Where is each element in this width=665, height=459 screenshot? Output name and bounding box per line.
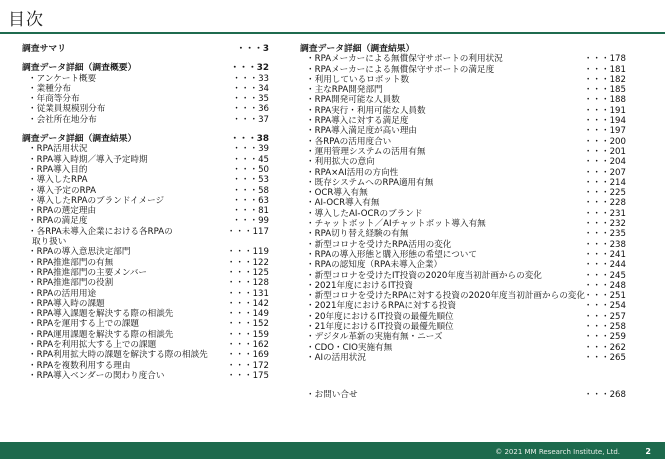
- toc-entry-label: ・アンケート概要: [28, 73, 97, 84]
- toc-spacer: [300, 381, 626, 390]
- toc-entry-label: ・デジタル革新の実施有無・ニーズ: [306, 332, 443, 343]
- toc-entry[interactable]: [22, 196, 269, 206]
- toc-entry[interactable]: [22, 268, 269, 278]
- toc-entry-page: ・・・58: [232, 185, 269, 196]
- toc-entry-page: ・・・99: [232, 216, 269, 227]
- toc-entry[interactable]: [22, 371, 269, 381]
- toc-entry-page: ・・・204: [583, 157, 626, 168]
- toc-entry[interactable]: [300, 332, 626, 342]
- toc-spacer: [300, 372, 626, 381]
- toc-spacer: [22, 54, 269, 63]
- toc-entry[interactable]: [22, 350, 269, 360]
- toc-entry-label: 調査データ詳細（調査結果）: [22, 134, 137, 145]
- toc-entry[interactable]: [300, 260, 626, 270]
- toc-entry[interactable]: [22, 175, 269, 185]
- toc-entry[interactable]: [300, 168, 626, 178]
- toc-entry-page: ・・・38: [230, 134, 269, 145]
- toc-entry[interactable]: [22, 84, 269, 94]
- toc-entry-page: ・・・182: [583, 74, 626, 85]
- page-title: 目次: [8, 10, 44, 30]
- toc-entry-page: ・・・128: [226, 278, 269, 289]
- toc-entry-page: ・・・3: [236, 44, 269, 54]
- toc-entry-page: ・・・159: [226, 329, 269, 340]
- toc-entry[interactable]: [22, 216, 269, 226]
- toc-entry-page: ・・・34: [232, 83, 269, 94]
- toc-entry-label: ・RPA切り替え経験の有無: [306, 229, 409, 240]
- title-divider: [0, 32, 665, 34]
- toc-entry-page: ・・・35: [232, 94, 269, 105]
- toc-entry[interactable]: [300, 353, 626, 363]
- toc-entry-page: ・・・262: [583, 342, 626, 353]
- toc-entry-label: ・RPA導入に対する満足度: [306, 116, 409, 127]
- toc-entry-label: ・RPA導入満足度が高い理由: [306, 126, 418, 137]
- toc-entry-page: ・・・238: [583, 239, 626, 250]
- toc-entry[interactable]: [300, 322, 626, 332]
- toc-entry-page: ・・・241: [583, 249, 626, 260]
- toc-entry-label: 調査データ詳細（調査結果）: [300, 44, 415, 54]
- toc-entry-label: ・RPAの認知度（RPA未導入企業）: [306, 260, 443, 271]
- toc-entry-page: ・・・268: [583, 390, 626, 401]
- toc-entry-label: ・CDO・CIO実施有無: [306, 342, 393, 353]
- toc-entry-label: ・AI-OCR導入有無: [306, 198, 380, 209]
- toc-entry-label: 調査データ詳細（調査概要）: [22, 63, 137, 74]
- toc-entry[interactable]: [300, 250, 626, 260]
- toc-right-column: [300, 44, 626, 401]
- toc-entry[interactable]: [300, 126, 626, 136]
- toc-entry-page: ・・・228: [583, 198, 626, 209]
- toc-entry-page: ・・・32: [230, 63, 269, 74]
- toc-section-heading[interactable]: [22, 44, 269, 54]
- toc-entry[interactable]: [300, 75, 626, 85]
- toc-entry-label: ・RPAメーカーによる無償保守サポートの利用状況: [306, 54, 503, 65]
- toc-entry-page: ・・・254: [583, 301, 626, 312]
- toc-entry[interactable]: [22, 115, 269, 125]
- toc-entry[interactable]: [300, 147, 626, 157]
- toc-entry-page: ・・・33: [232, 73, 269, 84]
- toc-entry[interactable]: [300, 85, 626, 95]
- toc-entry-label: ・RPAの導入形態と購入形態の希望について: [306, 249, 477, 260]
- toc-entry-label: ・導入したRPAのブランドイメージ: [28, 195, 165, 206]
- toc-entry-label: ・AIの活用状況: [306, 352, 366, 363]
- toc-entry-label: ・RPAの導入意思決定部門: [28, 247, 131, 258]
- toc-entry[interactable]: [22, 237, 269, 247]
- toc-entry-page: ・・・207: [583, 167, 626, 178]
- toc-section-heading[interactable]: [300, 44, 626, 54]
- toc-entry-label: ・年商等分布: [28, 94, 80, 105]
- toc-entry[interactable]: [300, 281, 626, 291]
- toc-entry[interactable]: [22, 319, 269, 329]
- toc-entry[interactable]: [300, 198, 626, 208]
- toc-entry-label: ・各RPAの活用度合い: [306, 136, 392, 147]
- toc-entry-label: ・会社所在地分布: [28, 114, 97, 125]
- toc-entry-page: ・・・149: [226, 309, 269, 320]
- toc-entry-page: ・・・197: [583, 126, 626, 137]
- toc-entry-label: ・RPAを複数利用する理由: [28, 360, 131, 371]
- toc-entry-page: ・・・214: [583, 177, 626, 188]
- toc-entry[interactable]: [22, 330, 269, 340]
- toc-entry-page: ・・・257: [583, 311, 626, 322]
- toc-entry[interactable]: [22, 289, 269, 299]
- toc-entry-page: ・・・251: [583, 291, 626, 302]
- toc-entry[interactable]: [300, 209, 626, 219]
- toc-entry[interactable]: [300, 137, 626, 147]
- page-number: 2: [645, 447, 651, 456]
- copyright-text: © 2021 MM Research Institute, Ltd.: [495, 448, 620, 456]
- toc-entry[interactable]: [22, 94, 269, 104]
- toc-entry-page: ・・・53: [232, 175, 269, 186]
- toc-entry-label: ・RPA導入目的: [28, 164, 88, 175]
- toc-entry-page: ・・・169: [226, 350, 269, 361]
- toc-entry[interactable]: [22, 278, 269, 288]
- toc-entry-label: ・新型コロナを受けたRPAに対する投資の2020年度当初計画からの変化: [306, 291, 585, 302]
- toc-entry-label: ・お問い合せ: [306, 390, 358, 401]
- toc-entry-label: ・新型コロナを受けたIT投資の2020年度当初計画からの変化: [306, 270, 542, 281]
- toc-section-heading[interactable]: [22, 63, 269, 73]
- toc-entry-page: ・・・36: [232, 104, 269, 115]
- toc-entry-page: ・・・39: [232, 144, 269, 155]
- toc-entry-page: ・・・50: [232, 164, 269, 175]
- toc-entry[interactable]: [22, 144, 269, 154]
- toc-entry-page: ・・・178: [583, 54, 626, 65]
- toc-entry-label: ・2021年度におけるRPAに対する投資: [306, 301, 457, 312]
- toc-entry[interactable]: [300, 157, 626, 167]
- toc-entry-page: ・・・162: [226, 340, 269, 351]
- toc-entry-label: ・RPA導入課題を解決する際の相談先: [28, 309, 174, 320]
- toc-entry[interactable]: [22, 247, 269, 257]
- toc-entry[interactable]: [300, 54, 626, 64]
- toc-entry[interactable]: [22, 155, 269, 165]
- toc-entry[interactable]: [300, 291, 626, 301]
- toc-entry-label: ・21年度におけるIT投資の最優先順位: [306, 322, 454, 333]
- toc-entry[interactable]: [300, 312, 626, 322]
- toc-entry[interactable]: [300, 343, 626, 353]
- toc-entry-label: ・利用拡大の意向: [306, 157, 375, 168]
- toc-entry[interactable]: [22, 186, 269, 196]
- toc-entry-label: ・RPA導入ベンダーの関わり度合い: [28, 370, 165, 381]
- toc-entry-page: ・・・235: [583, 229, 626, 240]
- toc-entry-page: ・・・245: [583, 270, 626, 281]
- toc-entry-page: ・・・81: [232, 206, 269, 217]
- toc-entry-page: ・・・63: [232, 195, 269, 206]
- toc-entry-page: ・・・188: [583, 95, 626, 106]
- toc-entry[interactable]: [22, 165, 269, 175]
- toc-entry-page: ・・・152: [226, 319, 269, 330]
- toc-entry[interactable]: [300, 301, 626, 311]
- toc-entry-label: ・RPA推進部門の有無: [28, 257, 114, 268]
- toc-entry[interactable]: [300, 390, 626, 400]
- toc-entry[interactable]: [22, 361, 269, 371]
- toc-entry[interactable]: [22, 299, 269, 309]
- toc-entry-page: ・・・131: [226, 288, 269, 299]
- toc-entry-page: ・・・248: [583, 280, 626, 291]
- toc-entry-label: ・OCR導入有無: [306, 188, 368, 199]
- toc-entry-page: ・・・244: [583, 260, 626, 271]
- toc-entry-label: ・RPA導入時の課題: [28, 298, 105, 309]
- toc-entry-label: ・RPA推進部門の役割: [28, 278, 114, 289]
- toc-entry-page: ・・・172: [226, 360, 269, 371]
- toc-entry-label: ・RPA活用状況: [28, 144, 88, 155]
- toc-entry[interactable]: [300, 95, 626, 105]
- toc-entry-label: ・従業員規模別分布: [28, 104, 106, 115]
- toc-entry-label: ・2021年度におけるIT投資: [306, 280, 413, 291]
- toc-entry[interactable]: [22, 258, 269, 268]
- toc-entry-label: ・RPA開発可能な人員数: [306, 95, 400, 106]
- toc-entry-label: ・主なRPA開発部門: [306, 85, 383, 96]
- toc-entry-label: ・RPA実行・利用可能な人員数: [306, 105, 426, 116]
- toc-left-column: [22, 44, 269, 381]
- toc-entry-page: ・・・122: [226, 257, 269, 268]
- toc-entry-label: 調査サマリ: [22, 44, 66, 54]
- toc-entry-label: ・新型コロナを受けたRPA活用の変化: [306, 239, 452, 250]
- toc-entry-label: ・RPA×AI活用の方向性: [306, 167, 399, 178]
- toc-entry[interactable]: [300, 219, 626, 229]
- toc-entry-label: ・運用管理システムの活用有無: [306, 146, 426, 157]
- toc-entry-label: ・RPAの活用用途: [28, 288, 97, 299]
- toc-entry-label: ・RPAの選定理由: [28, 206, 97, 217]
- toc-entry-label: ・導入したRPA: [28, 175, 88, 186]
- toc-entry-page: ・・・194: [583, 116, 626, 127]
- toc-entry[interactable]: [300, 116, 626, 126]
- toc-entry-label: ・導入したAI-OCRのブランド: [306, 208, 423, 219]
- toc-entry-page: ・・・142: [226, 298, 269, 309]
- toc-entry-page: ・・・175: [226, 370, 269, 381]
- toc-entry[interactable]: [22, 309, 269, 319]
- toc-entry-label: ・導入予定のRPA: [28, 185, 97, 196]
- toc-entry[interactable]: [22, 227, 269, 237]
- toc-entry-page: ・・・259: [583, 332, 626, 343]
- toc-entry-page: ・・・37: [232, 114, 269, 125]
- toc-entry-page: ・・・119: [226, 247, 269, 258]
- toc-entry-page: ・・・125: [226, 267, 269, 278]
- toc-entry[interactable]: [22, 206, 269, 216]
- toc-entry[interactable]: [300, 65, 626, 75]
- toc-entry-label: ・既存システムへのRPA適用有無: [306, 177, 434, 188]
- toc-spacer: [22, 125, 269, 134]
- toc-entry[interactable]: [300, 106, 626, 116]
- toc-entry-page: ・・・117: [226, 226, 269, 237]
- toc-entry[interactable]: [300, 188, 626, 198]
- toc-entry-page: ・・・181: [583, 64, 626, 75]
- toc-spacer: [300, 363, 626, 372]
- toc-entry-label: ・RPA導入時期／導入予定時期: [28, 154, 148, 165]
- toc-entry-page: ・・・265: [583, 352, 626, 363]
- toc-entry-page: ・・・185: [583, 85, 626, 96]
- toc-entry-page: ・・・258: [583, 322, 626, 333]
- toc-entry-label: ・業種分布: [28, 83, 71, 94]
- toc-entry-label: ・チャットボット／AIチャットボット導入有無: [306, 219, 486, 230]
- toc-entry-label: ・RPA運用課題を解決する際の相談先: [28, 329, 174, 340]
- toc-entry[interactable]: [22, 74, 269, 84]
- toc-entry-label: ・各RPA未導入企業における各RPAの: [28, 226, 173, 237]
- toc-entry[interactable]: [300, 178, 626, 188]
- toc-entry-page: ・・・232: [583, 219, 626, 230]
- toc-entry[interactable]: [300, 240, 626, 250]
- toc-entry-label: ・利用しているロボット数: [306, 74, 410, 85]
- toc-entry-label: ・RPAの満足度: [28, 216, 88, 227]
- toc-entry-page: ・・・225: [583, 188, 626, 199]
- toc-entry-label: ・RPAを運用する上での課題: [28, 319, 140, 330]
- toc-entry-label: ・RPA利用拡大時の課題を解決する際の相談先: [28, 350, 208, 361]
- toc-entry-label: ・RPAを利用拡大する上での課題: [28, 340, 157, 351]
- toc-entry-page: ・・・200: [583, 136, 626, 147]
- toc-section-heading[interactable]: [22, 134, 269, 144]
- toc-entry-label: ・20年度におけるIT投資の最優先順位: [306, 311, 454, 322]
- toc-entry-label: ・RPA推進部門の主要メンバー: [28, 267, 148, 278]
- toc-entry-page: ・・・201: [583, 146, 626, 157]
- toc-entry[interactable]: [300, 271, 626, 281]
- toc-entry-label: ・RPAメーカーによる無償保守サポートの満足度: [306, 64, 495, 75]
- toc-entry[interactable]: [300, 229, 626, 239]
- toc-entry-label: 取り扱い: [32, 237, 67, 248]
- toc-entry-page: ・・・231: [583, 208, 626, 219]
- toc-entry[interactable]: [22, 340, 269, 350]
- toc-entry-page: ・・・45: [232, 154, 269, 165]
- toc-entry[interactable]: [22, 104, 269, 114]
- toc-entry-page: ・・・191: [583, 105, 626, 116]
